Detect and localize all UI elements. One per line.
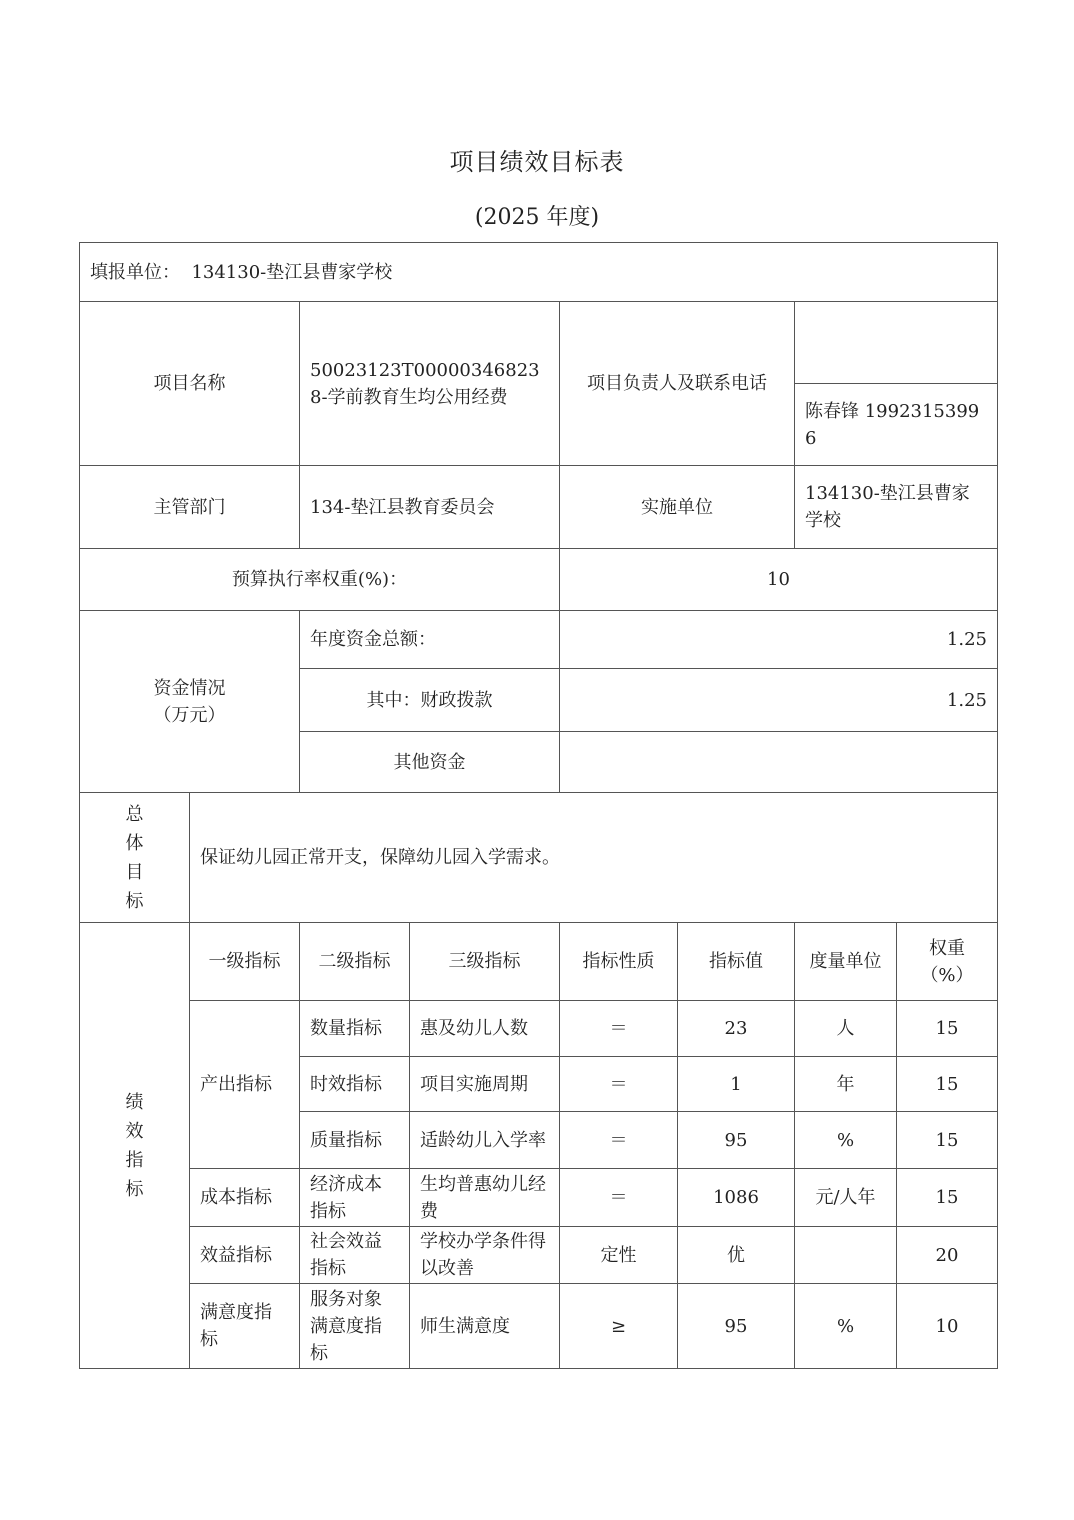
fiscal-funds-value: 1.25 [560, 669, 998, 732]
implementing-unit-label: 实施单位 [560, 466, 795, 549]
budget-weight-value: 10 [560, 549, 998, 611]
weight-cell: 15 [897, 1057, 998, 1112]
level1-satisfaction: 满意度指标 [190, 1284, 300, 1369]
nature-cell: ＝ [560, 1112, 678, 1169]
table-row [80, 1001, 998, 1057]
project-contact-label: 项目负责人及联系电话 [560, 302, 795, 466]
nature-cell: 定性 [560, 1227, 678, 1284]
weight-cell: 10 [897, 1284, 998, 1369]
implementing-unit-value: 134130-垫江县曹家学校 [795, 466, 998, 549]
supervising-dept-label: 主管部门 [80, 466, 300, 549]
level3-cell: 惠及幼儿人数 [410, 1001, 560, 1057]
goal-label-char: 目 [125, 861, 144, 883]
funds-label [80, 611, 300, 793]
level2-cell: 社会效益指标 [300, 1227, 410, 1284]
performance-target-table [79, 242, 998, 1369]
reporting-unit-value: 134130-垫江县曹家学校 [191, 261, 393, 283]
level3-cell: 项目实施周期 [410, 1057, 560, 1112]
fiscal-funds-label: 其中：财政拨款 [300, 669, 560, 732]
annual-funds-label: 年度资金总额： [300, 611, 560, 669]
perf-label-char: 绩 [125, 1091, 144, 1113]
nature-cell: ＝ [560, 1057, 678, 1112]
funds-label-line2: （万元） [153, 704, 226, 726]
header-level2: 二级指标 [300, 923, 410, 1001]
perf-label-char: 指 [125, 1149, 144, 1171]
unit-cell: 元/人年 [795, 1169, 897, 1227]
project-name-label: 项目名称 [80, 302, 300, 466]
level2-cell: 经济成本指标 [300, 1169, 410, 1227]
level2-cell: 数量指标 [300, 1001, 410, 1057]
unit-cell [795, 1227, 897, 1284]
reporting-unit-row [80, 243, 998, 302]
nature-cell: ＝ [560, 1169, 678, 1227]
supervising-dept-value: 134-垫江县教育委员会 [300, 466, 560, 549]
project-contact-top [795, 302, 998, 384]
weight-cell: 15 [897, 1169, 998, 1227]
reporting-unit-label: 填报单位： [90, 261, 180, 283]
value-cell: 1086 [678, 1169, 795, 1227]
perf-label-char: 效 [125, 1120, 144, 1142]
header-level3: 三级指标 [410, 923, 560, 1001]
level2-cell: 质量指标 [300, 1112, 410, 1169]
level1-cost: 成本指标 [190, 1169, 300, 1227]
level3-cell: 学校办学条件得以改善 [410, 1227, 560, 1284]
unit-cell: 人 [795, 1001, 897, 1057]
header-level1: 一级指标 [190, 923, 300, 1001]
unit-cell: 年 [795, 1057, 897, 1112]
header-nature: 指标性质 [560, 923, 678, 1001]
header-unit: 度量单位 [795, 923, 897, 1001]
goal-label-char: 总 [125, 803, 144, 825]
project-contact-value: 陈春锋 19923153996 [795, 384, 998, 466]
header-weight: 权重（%） [897, 923, 998, 1001]
table-row [80, 1169, 998, 1227]
level2-cell: 时效指标 [300, 1057, 410, 1112]
table-row [80, 1227, 998, 1284]
level3-cell: 生均普惠幼儿经费 [410, 1169, 560, 1227]
annual-funds-value: 1.25 [560, 611, 998, 669]
overall-goal-text: 保证幼儿园正常开支，保障幼儿园入学需求。 [190, 793, 998, 923]
value-cell: 优 [678, 1227, 795, 1284]
level2-cell: 服务对象满意度指标 [300, 1284, 410, 1369]
value-cell: 23 [678, 1001, 795, 1057]
value-cell: 1 [678, 1057, 795, 1112]
level3-cell: 适龄幼儿入学率 [410, 1112, 560, 1169]
level1-output: 产出指标 [190, 1001, 300, 1169]
other-funds-value [560, 732, 998, 793]
project-name-value: 50023123T000003468238-学前教育生均公用经费 [300, 302, 560, 466]
weight-cell: 15 [897, 1112, 998, 1169]
unit-cell: % [795, 1284, 897, 1369]
overall-goal-label [80, 793, 190, 923]
funds-label-line1: 资金情况 [153, 677, 226, 699]
unit-cell: % [795, 1112, 897, 1169]
nature-cell: ＝ [560, 1001, 678, 1057]
header-value: 指标值 [678, 923, 795, 1001]
budget-weight-label: 预算执行率权重(%)： [80, 549, 560, 611]
weight-cell: 15 [897, 1001, 998, 1057]
value-cell: 95 [678, 1112, 795, 1169]
goal-label-char: 标 [125, 890, 144, 912]
performance-indicator-label [80, 923, 190, 1369]
nature-cell: ≥ [560, 1284, 678, 1369]
level1-benefit: 效益指标 [190, 1227, 300, 1284]
level3-cell: 师生满意度 [410, 1284, 560, 1369]
perf-label-char: 标 [125, 1178, 144, 1200]
other-funds-label: 其他资金 [300, 732, 560, 793]
page-subtitle: (2025 年度) [474, 205, 600, 230]
table-row [80, 1284, 998, 1369]
page-title: 项目绩效目标表 [449, 148, 625, 176]
weight-cell: 20 [897, 1227, 998, 1284]
value-cell: 95 [678, 1284, 795, 1369]
goal-label-char: 体 [125, 832, 144, 854]
